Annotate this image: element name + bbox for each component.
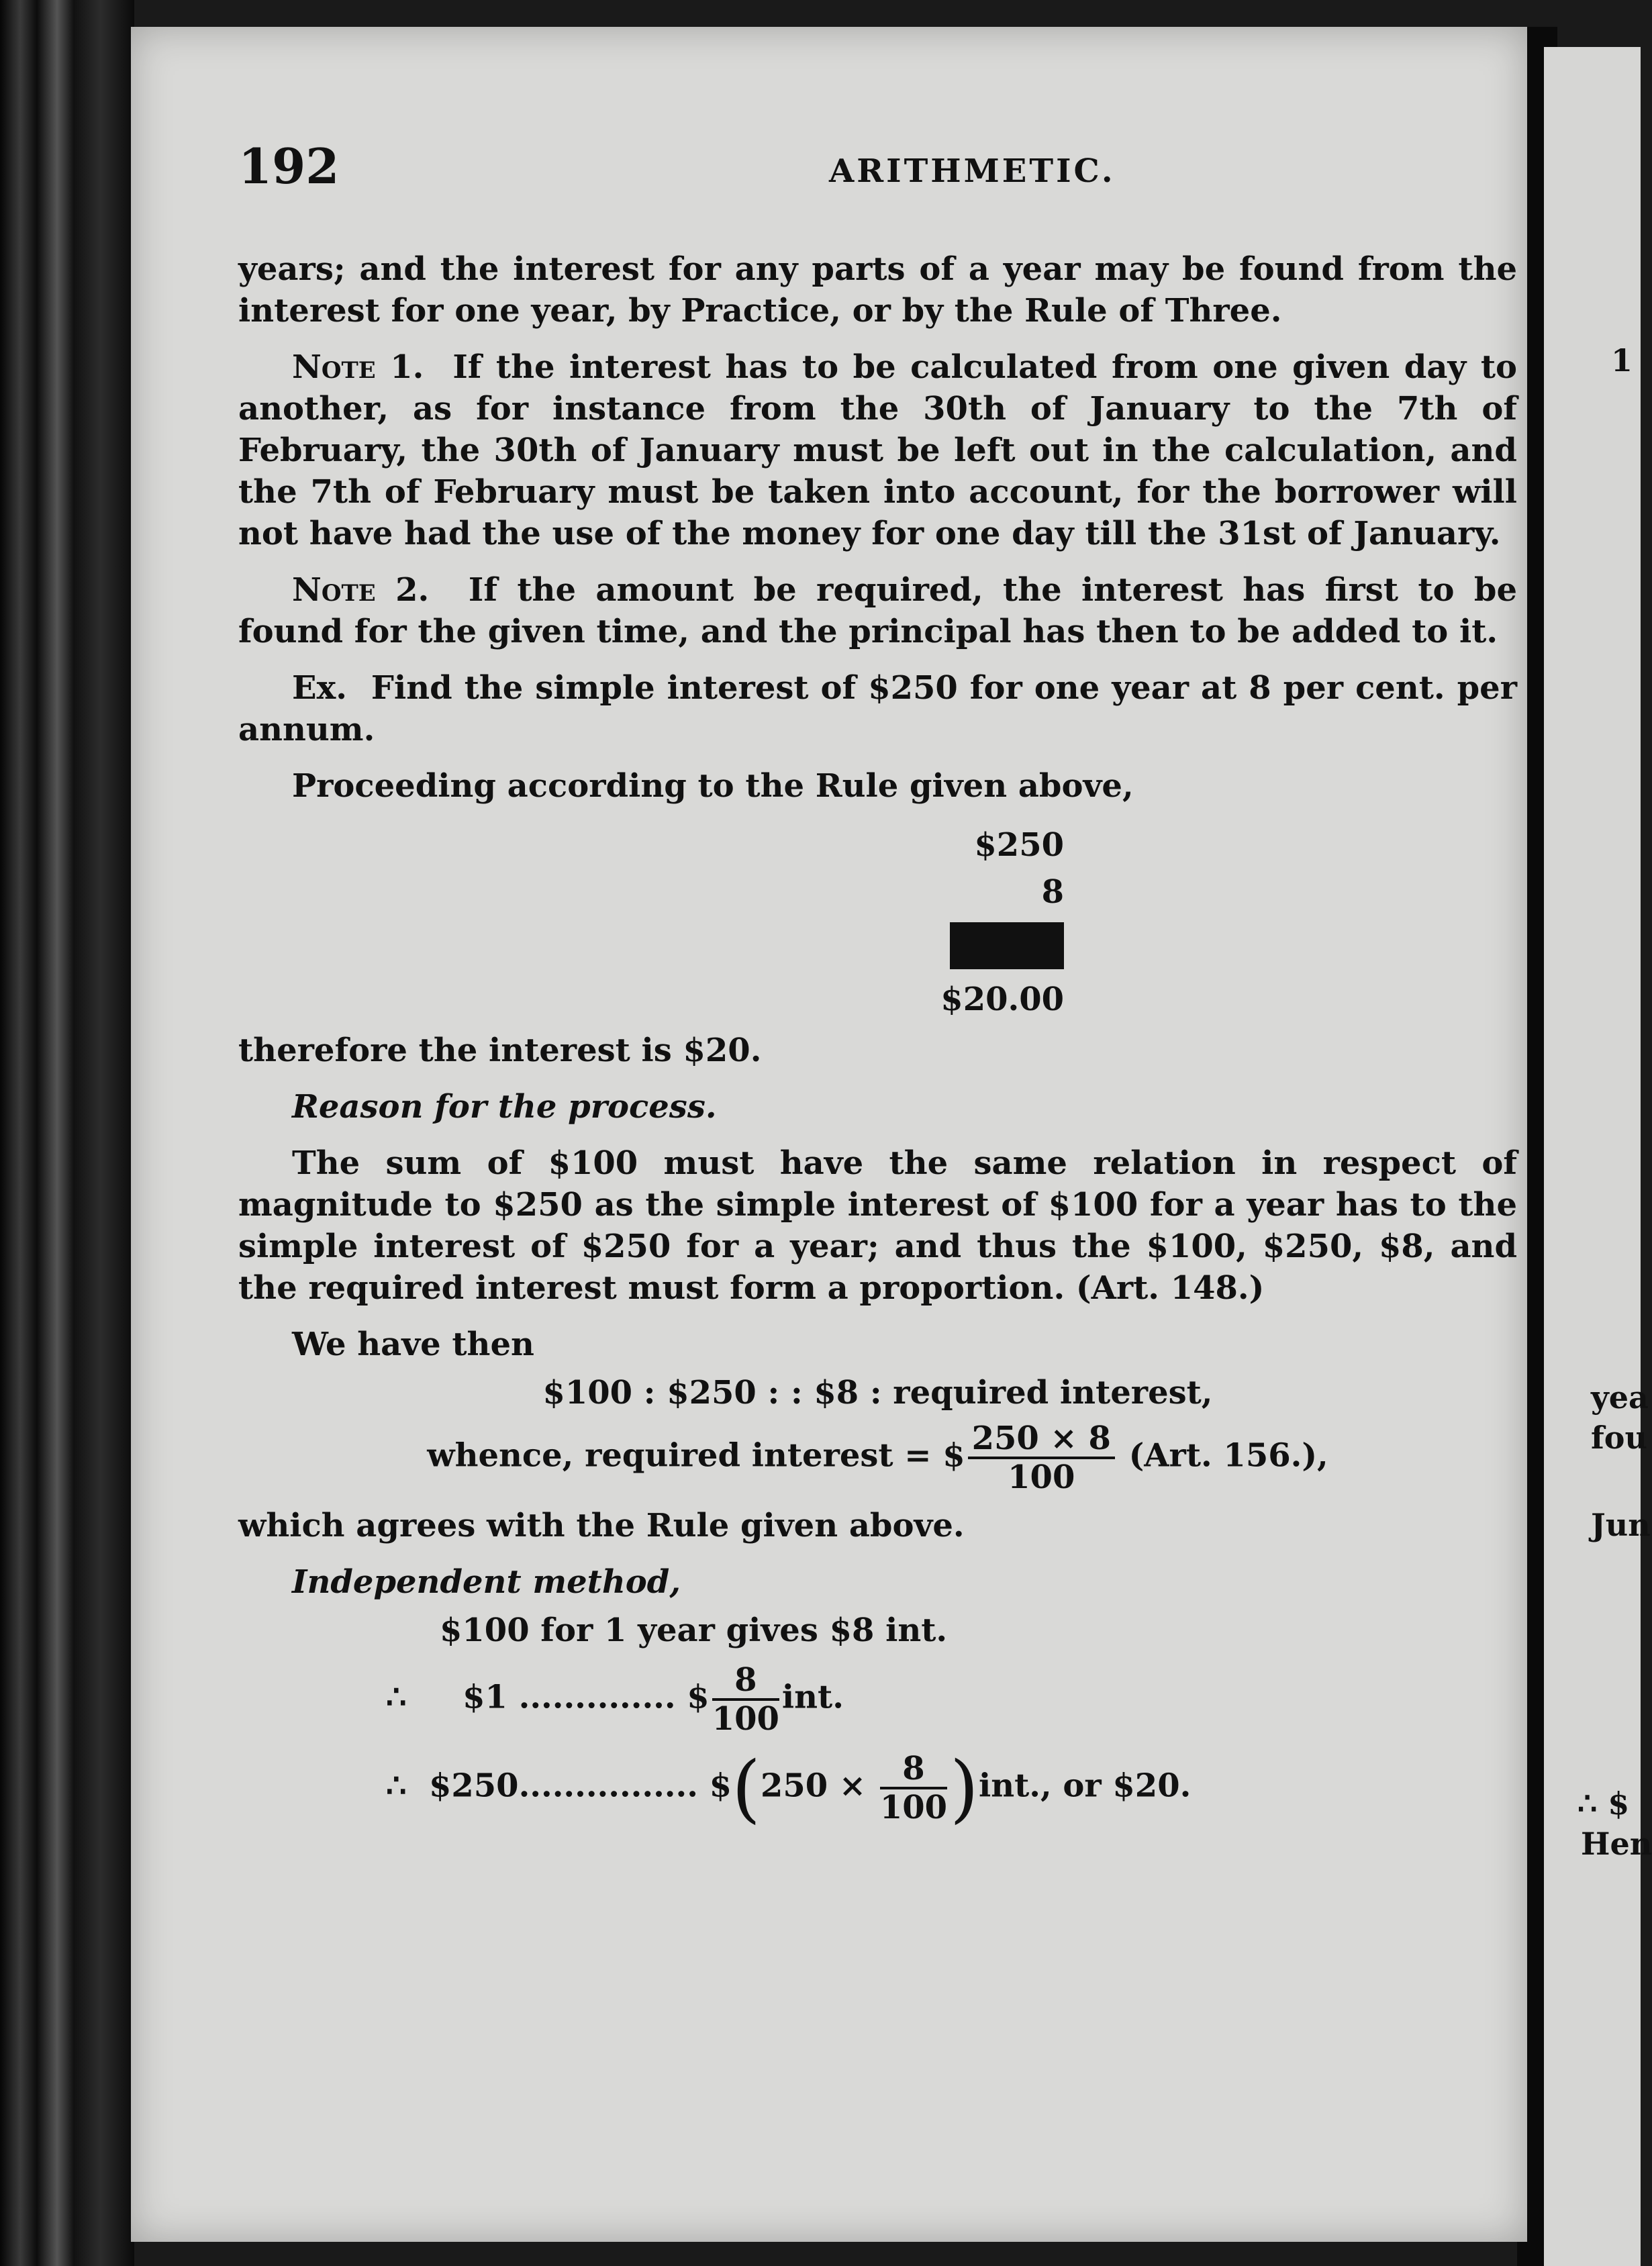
page-number: 192 (238, 138, 340, 195)
next-page-fragment: Jun (1591, 1507, 1651, 1543)
independent-line-3 (238, 1745, 1517, 1831)
ind3-fraction (880, 1751, 947, 1826)
whence-denominator: 100 (1008, 1459, 1075, 1496)
adjacent-page (1544, 47, 1652, 2266)
calc-result: $20.00 (940, 981, 1064, 1018)
next-page-fragment: yea (1591, 1379, 1649, 1416)
note-1 (238, 346, 1517, 554)
whence-reference: (Art. 156.), (1128, 1436, 1328, 1475)
agrees-line: which agrees with the Rule given above. (238, 1507, 965, 1544)
independent-line-2 (238, 1662, 1517, 1737)
therefore-symbol: ∴ (386, 1767, 407, 1805)
note-2-text: If the amount be required, the interest has first to be found for the given time, and the principal has then to be added to it. (238, 571, 1518, 650)
ind3-dollar: $ (709, 1767, 732, 1805)
ind2-denominator: 100 (712, 1700, 779, 1738)
page-body (238, 248, 1518, 1831)
close-paren: ) (950, 1745, 979, 1831)
example-label: Ex. (292, 669, 347, 707)
note-1-label: Note 1. (292, 348, 424, 386)
paragraph-continuation: years; and the interest for any parts of a year may be found from the interest for one year, by Practice, or by the Rule of Three. (238, 250, 1517, 330)
open-paren: ( (732, 1745, 761, 1831)
therefore-symbol: ∴ (386, 1678, 407, 1716)
next-page-fragment: 1 (1611, 342, 1633, 379)
whence-formula (238, 1420, 1517, 1495)
example-text: Find the simple interest of $250 for one year at 8 per cent. per annum. (238, 669, 1518, 748)
therefore-line: therefore the interest is $20. (238, 1032, 762, 1069)
running-title: ARITHMETIC. (829, 152, 1116, 190)
whence-fraction (968, 1420, 1115, 1495)
ind3-dots: ................ (518, 1767, 698, 1805)
calc-rule (950, 922, 1064, 969)
book-binding (0, 0, 134, 2266)
note-2 (238, 569, 1517, 652)
independent-line-1: $100 for 1 year gives $8 int. (440, 1612, 948, 1649)
ind2-lhs: $1 (463, 1678, 507, 1716)
ind2-fraction (712, 1662, 779, 1737)
ind2-numerator: 8 (712, 1662, 779, 1701)
independent-heading: Independent method, (292, 1563, 681, 1601)
note-2-label: Note 2. (292, 571, 430, 609)
reason-text: The sum of $100 must have the same relation in respect of magnitude to $250 as the simple interest of $100 for a year has to the simple interest of $250 for a year; and thus the $100, $250, $8, and the required interest must form a proportion. (Art. 148.) (238, 1144, 1517, 1307)
example (238, 667, 1517, 750)
ind2-suffix: int. (781, 1678, 844, 1716)
calc-multiplicand: $250 (974, 826, 1064, 864)
note-1-text: If the interest has to be calculated from one given day to another, as for instance from the 30th of January to the 7th of February, the 30th of January must be left out in the calculation, and the 7th of February must be taken into account, for the borrower will not have had the use of the money for one day till the 31st of January. (238, 348, 1518, 552)
running-header (238, 138, 1514, 198)
whence-numerator: 250 × 8 (968, 1420, 1115, 1459)
ind3-lhs: $250 (428, 1767, 519, 1805)
next-page-fragment: fou (1591, 1420, 1647, 1456)
reason-heading: Reason for the process. (292, 1088, 717, 1126)
proceeding-line: Proceeding according to the Rule given above, (292, 767, 1134, 805)
proportion-line: $100 : $250 : : $8 : required interest, (542, 1374, 1213, 1412)
ind2-dots: .............. (518, 1678, 676, 1716)
whence-prefix: whence, required interest = $ (427, 1436, 965, 1475)
calc-multiplier: 8 (1041, 873, 1064, 911)
next-page-fragment: Hen (1581, 1826, 1652, 1862)
book-page (131, 27, 1527, 2242)
ind3-numerator: 8 (880, 1751, 947, 1789)
ind3-suffix: int., or $20. (978, 1767, 1192, 1805)
ind3-denominator: 100 (879, 1789, 948, 1826)
ind3-inner: 250 × (760, 1767, 867, 1805)
we-have-line: We have then (292, 1326, 534, 1363)
ind2-dollar: $ (687, 1678, 710, 1716)
next-page-fragment: ∴ $ (1577, 1785, 1630, 1822)
multiplication-working (238, 822, 1517, 1023)
